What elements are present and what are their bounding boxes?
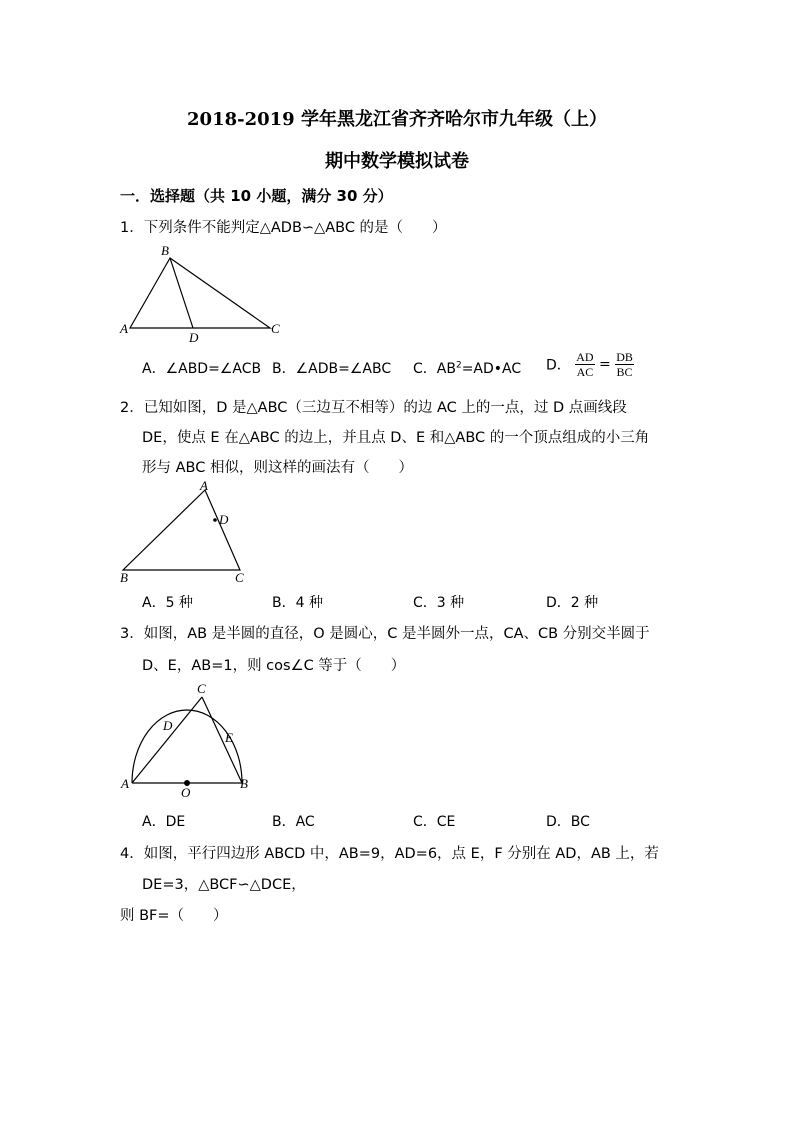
section-heading: 一．选择题（共 10 小题，满分 30 分）	[120, 187, 393, 205]
q4-stem-line1: 4．如图，平行四边形 ABCD 中，AB=9，AD=6，点 E，F 分别在 AD，AB 上，若	[120, 846, 659, 862]
q4-stem-line2: DE=3，△BCF∽△DCE，	[142, 877, 306, 893]
q1-option-b: B．∠ADB=∠ABC	[272, 361, 392, 377]
q1-stem: 1．下列条件不能判定△ADB∽△ABC 的是（ ）	[120, 220, 447, 236]
q2-stem-line1: 2．已知如图，D 是△ABC（三边互不相等）的边 AC 上的一点，过 D 点画线段	[120, 400, 627, 416]
q2-option-d: D．2 种	[546, 595, 599, 611]
q2-figure-triangle	[115, 478, 255, 588]
q3-stem-line2: D、E，AB=1，则 cos∠C 等于（ ）	[142, 658, 406, 674]
q2-label-a: A	[200, 478, 208, 493]
q2-option-c: C．3 种	[413, 595, 465, 611]
q1-label-b: B	[161, 243, 169, 258]
q2-stem-line3: 形与 ABC 相似，则这样的画法有（ ）	[142, 460, 413, 476]
q3-stem-line1: 3．如图，AB 是半圆的直径，O 是圆心，C 是半圆外一点，CA、CB 分别交半圆于	[120, 626, 650, 642]
q1-label-c: C	[271, 321, 280, 336]
exam-title-line1: 2018-2019 学年黑龙江省齐齐哈尔市九年级（上）	[187, 109, 607, 130]
q1-option-d: D． $\frac{AD}{AC}$ = $\frac{DB}{BC}$	[546, 350, 633, 379]
q3-option-a: A．DE	[142, 814, 186, 830]
exam-title-line2: 期中数学模拟试卷	[325, 151, 469, 172]
q3-option-c: C．CE	[413, 814, 456, 830]
q2-label-d: D	[219, 512, 229, 527]
q2-stem-line2: DE，使点 E 在△ABC 的边上，并且点 D、E 和△ABC 的一个顶点组成的小三角	[142, 430, 650, 446]
q2-label-b: B	[120, 570, 128, 585]
q3-option-d: D．BC	[546, 814, 590, 830]
q2-option-a: A．5 种	[142, 595, 193, 611]
q2-label-c: C	[235, 570, 244, 585]
q3-label-d: D	[163, 718, 173, 733]
q1-label-d: D	[189, 330, 199, 345]
q2-option-b: B．4 种	[272, 595, 323, 611]
q1-option-d-fraction-1: $\frac{AD}{AC}$	[576, 350, 594, 379]
q1-option-d-fraction-2: $\frac{DB}{BC}$	[616, 350, 633, 379]
q1-figure-triangle	[115, 240, 290, 350]
q3-option-b: B．AC	[272, 814, 315, 830]
q1-label-a: A	[120, 321, 128, 336]
q3-label-b: B	[240, 776, 248, 791]
q3-label-o: O	[181, 785, 191, 800]
q3-figure-semicircle	[115, 678, 265, 803]
q4-stem-line3: 则 BF=（ ）	[120, 908, 228, 924]
q3-label-c: C	[197, 681, 206, 696]
q3-label-a: A	[121, 776, 129, 791]
q3-label-e: E	[225, 730, 233, 745]
q1-option-a: A．∠ABD=∠ACB	[142, 361, 262, 377]
q1-option-c: C．$AB^2=AD•AC$	[413, 360, 522, 377]
